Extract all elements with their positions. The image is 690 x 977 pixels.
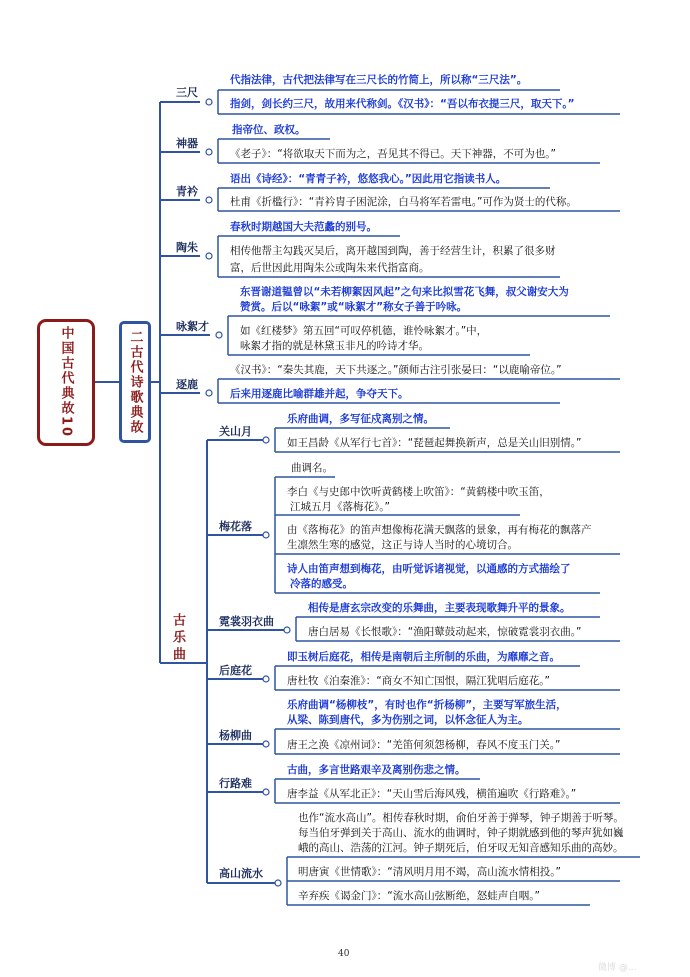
detail-houtinghua-1: 即玉树后庭花，相传是南朝后主所制的乐曲，为靡靡之音。 (287, 651, 560, 663)
detail-zhulu-1: 《汉书》：“秦失其鹿，天下共逐之。”颜师古注引张晏曰：“以鹿喻帝位。” (230, 364, 562, 376)
detail-guanshanyue-2: 如王昌龄《从军行七首》：“琵琶起舞换新声，总是关山旧别情。” (287, 437, 582, 449)
junction-dot-zhulu (206, 390, 212, 396)
junction-dot-sanchi (206, 99, 212, 105)
detail-nichang-2: 唐白居易《长恨歌》：“渔阳鼙鼓动起来，惊破霓裳羽衣曲。” (308, 626, 582, 638)
detail-yongxucai-4: 咏絮才指的就是林黛玉非凡的吟诗才华。 (240, 340, 429, 352)
section-title: 二古代诗歌典故 (127, 329, 143, 435)
detail-taozhu-3: 富，后世因此用陶朱公或陶朱来代指富商。 (230, 262, 430, 274)
topic-label-nichang: 霓裳羽衣曲 (219, 615, 274, 628)
detail-gaoshan-1: 也作“流水高山”。相传春秋时期，俞伯牙善于弹琴，钟子期善于听琴。 (298, 812, 624, 824)
root-title: 中国古代典故10 (58, 326, 74, 439)
junction-dot-taozhu (206, 253, 212, 259)
detail-yangliuqu-3: 唐王之涣《凉州词》：“羌笛何须怨杨柳，春风不度玉门关。” (287, 739, 561, 751)
detail-shenqi-2: 《老子》：“将欲取天下而为之，吾见其不得已。天下神器，不可为也。” (230, 148, 556, 160)
junction-dot-meihualuo (263, 532, 269, 538)
detail-meihualuo-1: 曲调名。 (291, 462, 333, 474)
detail-zhulu-2: 后来用逐鹿比喻群雄并起，争夺天下。 (230, 388, 409, 400)
detail-yongxucai-1: 东晋谢道韫曾以“未若柳絮因风起”之句来比拟雪花飞舞，叔父谢安大为 (240, 286, 569, 298)
section-node (119, 321, 151, 443)
detail-meihualuo-3: 江城五月《落梅花》。” (290, 501, 390, 513)
junction-dot-gaoshan (275, 880, 281, 886)
topic-label-sanchi: 三尺 (176, 86, 198, 99)
detail-nichang-1: 相传是唐玄宗改变的乐舞曲，主要表现歌舞升平的景象。 (308, 602, 571, 614)
topic-label-houtinghua: 后庭花 (219, 664, 252, 677)
group-node-ancient-music: 古乐曲 (170, 613, 185, 664)
detail-qingjin-2: 杜甫《折槛行》：“青衿胄子困泥涂，白马将军若雷电。”可作为贤士的代称。 (230, 196, 577, 208)
detail-xingluna-2: 唐李益《从军北正》：“天山雪后海风残，横笛遍吹《行路难》。” (287, 788, 577, 800)
detail-meihualuo-7: 冷落的感受。 (290, 578, 353, 590)
junction-dot-guanshanyue (263, 437, 269, 443)
junction-dot-shenqi (206, 149, 212, 155)
topic-label-zhulu: 逐鹿 (176, 378, 198, 391)
detail-meihualuo-4: 由《落梅花》的笛声想像梅花满天飘落的景象，再有梅花的飘落产 (287, 524, 592, 536)
topic-label-guanshanyue: 关山月 (219, 425, 252, 438)
detail-xingluna-1: 古曲，多言世路艰辛及离别伤悲之情。 (287, 764, 466, 776)
junction-dot-yongxucai (216, 332, 222, 338)
detail-yangliuqu-1: 乐府曲调“杨柳枝”，有时也作“折杨柳”，主要写军旅生活， (287, 699, 567, 711)
topic-label-yangliuqu: 杨柳曲 (219, 729, 252, 742)
junction-dot-houtinghua (263, 676, 269, 682)
junction-dot-qingjin (206, 197, 212, 203)
detail-gaoshan-2: 每当伯牙弹到关于高山、流水的曲调时，钟子期就感到他的琴声犹如巍 (298, 827, 624, 839)
root-node (37, 319, 95, 446)
detail-gaoshan-5: 辛弃疾《谒金门》：“流水高山弦断绝，怒蛙声自咽。” (298, 890, 540, 902)
junction-dot-xingluna (263, 789, 269, 795)
detail-meihualuo-5: 生凛然生寒的感觉，这正与诗人当时的心境切合。 (287, 539, 518, 551)
detail-meihualuo-2: 李白《与史郎中饮听黄鹤楼上吹笛》：“黄鹤楼中吹玉笛， (287, 486, 550, 498)
page-number: 40 (338, 949, 350, 959)
detail-yongxucai-3: 如《红楼梦》第五回“可叹停机德，谁怜咏絮才。”中， (240, 325, 488, 337)
topic-label-shenqi: 神器 (176, 137, 198, 150)
detail-gaoshan-4: 明唐寅《世情歌》：“清风明月用不竭，高山流水情相投。” (298, 866, 561, 878)
watermark: 微博 @... (598, 963, 637, 973)
detail-yongxucai-2: 赞赏。后以“咏絮”或“咏絮才”称女子善于吟咏。 (240, 301, 468, 313)
topic-label-meihualuo: 梅花落 (219, 520, 252, 533)
detail-gaoshan-3: 峨的高山、浩荡的江河。钟子期死后，伯牙叹无知音感知乐曲的高妙。 (298, 842, 624, 854)
detail-sanchi-1: 代指法律，古代把法律写在三尺长的竹简上，所以称“三尺法”。 (230, 74, 528, 86)
detail-qingjin-1: 语出《诗经》：“青青子衿，悠悠我心。”因此用它指读书人。 (230, 173, 507, 185)
detail-taozhu-2: 相传他帮主勾践灭吴后，离开越国到陶，善于经营生计，积累了很多财 (230, 245, 556, 257)
detail-houtinghua-2: 唐杜牧《泊秦淮》：“商女不知亡国恨，隔江犹唱后庭花。” (287, 675, 550, 687)
topic-label-qingjin: 青衿 (176, 185, 198, 198)
topic-label-gaoshanliushui: 高山流水 (219, 867, 263, 880)
detail-shenqi-1: 指帝位、政权。 (232, 124, 306, 136)
detail-yangliuqu-2: 从梁、陈到唐代，多为伤别之词，以怀念征人为主。 (287, 714, 529, 726)
topic-label-xingluna: 行路难 (219, 777, 252, 790)
junction-dot-yangliuqu (263, 741, 269, 747)
detail-taozhu-1: 春秋时期越国大夫范蠡的别号。 (230, 221, 377, 233)
junction-dot-nichang (284, 627, 290, 633)
detail-guanshanyue-1: 乐府曲调，多写征戍离别之情。 (287, 413, 434, 425)
topic-label-yongxucai: 咏絮才 (176, 320, 209, 333)
detail-meihualuo-6: 诗人由笛声想到梅花，由听觉诉诸视觉，以通感的方式描绘了 (287, 563, 571, 575)
topic-label-taozhu: 陶朱 (176, 241, 198, 254)
detail-sanchi-2: 指剑，剑长约三尺，故用来代称剑。《汉书》：“吾以布衣提三尺，取天下。” (230, 98, 575, 110)
